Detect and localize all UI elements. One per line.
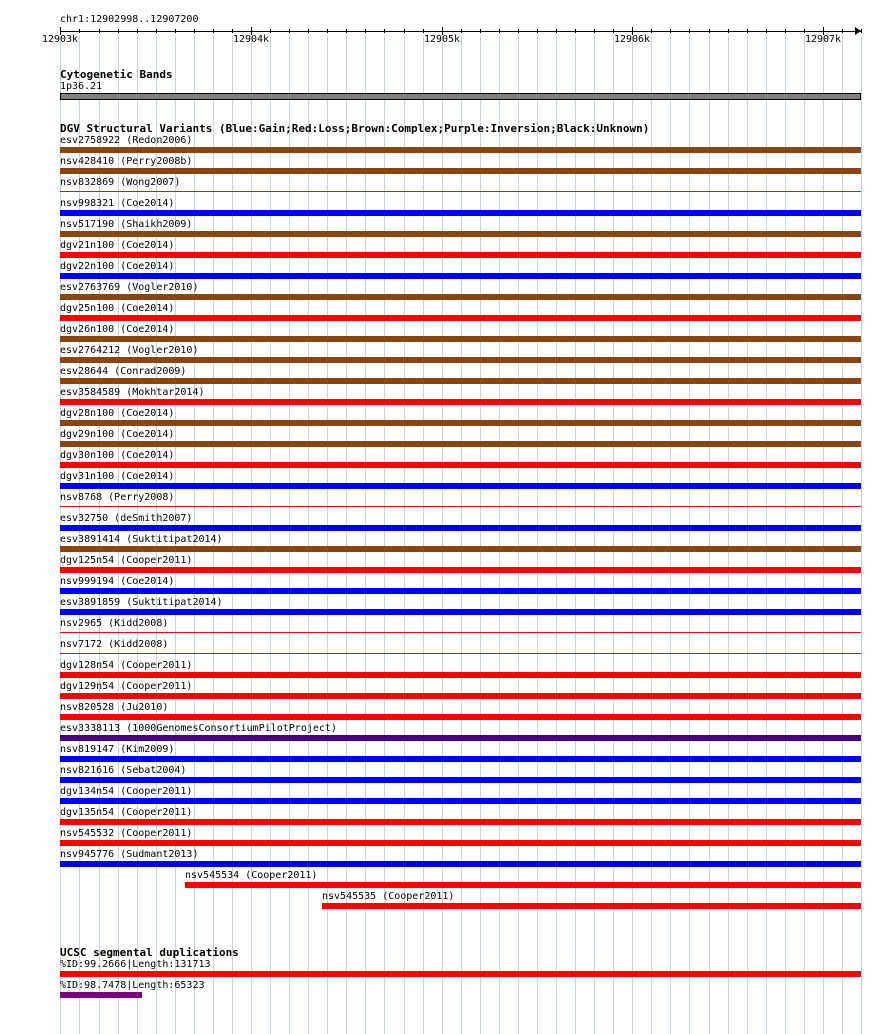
variant-label[interactable]: dgv25n100 (Coe2014) [60, 303, 175, 314]
ruler-minor-tick [137, 29, 138, 33]
ruler-minor-tick [404, 29, 405, 33]
variant-bar-loss[interactable] [60, 672, 861, 678]
variant-label[interactable]: nsv545532 (Cooper2011) [60, 828, 193, 839]
dgv-track-title: DGV Structural Variants (Blue:Gain;Red:Loss;Brown:Complex;Purple:Inversion;Black:Unknown) [60, 122, 650, 135]
variant-label[interactable]: dgv30n100 (Coe2014) [60, 450, 175, 461]
variant-label[interactable]: nsv545534 (Cooper2011) [185, 870, 318, 881]
segdup-bar[interactable] [60, 992, 142, 998]
ruler-minor-tick [384, 29, 385, 33]
variant-label[interactable]: esv32750 (deSmith2007) [60, 513, 193, 524]
ruler-minor-tick [118, 29, 119, 33]
ruler-minor-tick [346, 29, 347, 33]
variant-label[interactable]: nsv945776 (Sudmant2013) [60, 849, 199, 860]
ruler-minor-tick [232, 29, 233, 33]
ruler-minor-tick [499, 29, 500, 33]
variant-bar-complex[interactable] [60, 336, 861, 342]
variant-bar-loss[interactable] [60, 315, 861, 321]
variant-bar-gain[interactable] [60, 210, 861, 216]
ruler-tick-label: 12905k [423, 34, 461, 45]
ruler-minor-tick [537, 29, 538, 33]
variant-bar-gain[interactable] [60, 273, 861, 279]
variant-label[interactable]: nsv999194 (Coe2014) [60, 576, 175, 587]
variant-label[interactable]: esv28644 (Conrad2009) [60, 366, 187, 377]
variant-label[interactable]: nsv821616 (Sebat2004) [60, 765, 187, 776]
variant-bar-loss[interactable] [60, 399, 861, 405]
variant-label[interactable]: nsv820528 (Ju2010) [60, 702, 169, 713]
variant-bar-loss[interactable] [60, 632, 861, 633]
variant-label[interactable]: dgv22n100 (Coe2014) [60, 261, 175, 272]
variant-label[interactable]: nsv2965 (Kidd2008) [60, 618, 169, 629]
variant-bar-loss[interactable] [60, 653, 861, 654]
ruler-minor-tick [79, 29, 80, 33]
ruler-minor-tick [194, 29, 195, 33]
ruler-tick-label: 12907k [804, 34, 842, 45]
ruler-minor-tick [556, 29, 557, 33]
ruler-minor-tick [594, 29, 595, 33]
ruler-minor-tick [804, 29, 805, 33]
ruler-minor-tick [689, 29, 690, 33]
variant-label[interactable]: dgv134n54 (Cooper2011) [60, 786, 193, 797]
variant-bar-loss[interactable] [322, 903, 861, 909]
variant-bar-complex[interactable] [60, 294, 861, 300]
variant-label[interactable]: dgv29n100 (Coe2014) [60, 429, 175, 440]
variant-label[interactable]: dgv31n100 (Coe2014) [60, 471, 175, 482]
variant-label[interactable]: dgv21n100 (Coe2014) [60, 240, 175, 251]
variant-bar-loss[interactable] [60, 693, 861, 699]
variant-label[interactable]: nsv8768 (Perry2008) [60, 492, 175, 503]
variant-bar-complex[interactable] [60, 441, 861, 447]
variant-bar-gain[interactable] [60, 756, 861, 762]
variant-bar-loss[interactable] [60, 567, 861, 573]
segdup-label[interactable]: %ID:98.7478|Length:65323 [60, 980, 205, 991]
variant-bar-loss[interactable] [60, 819, 861, 825]
variant-label[interactable]: dgv28n100 (Coe2014) [60, 408, 175, 419]
variant-bar-complex[interactable] [60, 546, 861, 552]
segdup-label[interactable]: %ID:99.2666|Length:131713 [60, 959, 211, 970]
ruler-minor-tick [842, 29, 843, 33]
segdup-bar[interactable] [60, 971, 861, 977]
variant-label[interactable]: nsv819147 (Kim2009) [60, 744, 175, 755]
variant-bar-loss[interactable] [60, 252, 861, 258]
variant-bar-loss[interactable] [60, 191, 861, 192]
variant-label[interactable]: dgv129n54 (Cooper2011) [60, 681, 193, 692]
variant-label[interactable]: nsv7172 (Kidd2008) [60, 639, 169, 650]
variant-label[interactable]: esv3891859 (Suktitipat2014) [60, 597, 223, 608]
variant-bar-loss[interactable] [185, 882, 861, 888]
variant-label[interactable]: esv2763769 (Vogler2010) [60, 282, 199, 293]
variant-bar-gain[interactable] [60, 483, 861, 489]
variant-label[interactable]: dgv26n100 (Coe2014) [60, 324, 175, 335]
variant-label[interactable]: esv3891414 (Suktitipat2014) [60, 534, 223, 545]
variant-bar-gain[interactable] [60, 588, 861, 594]
cytoband-label: 1p36.21 [60, 81, 103, 92]
variant-label[interactable]: esv3338113 (1000GenomesConsortiumPilotProject) [60, 723, 337, 734]
variant-label[interactable]: esv3584589 (Mokhtar2014) [60, 387, 205, 398]
variant-label[interactable]: nsv998321 (Coe2014) [60, 198, 175, 209]
variant-bar-inversion[interactable] [60, 735, 861, 741]
ruler-minor-tick [728, 29, 729, 33]
ruler-tick-label: 12906k [613, 34, 651, 45]
ruler-minor-tick [670, 29, 671, 33]
ruler-minor-tick [747, 29, 748, 33]
variant-label[interactable]: nsv517190 (Shaikh2009) [60, 219, 193, 230]
ruler-minor-tick [270, 29, 271, 33]
ruler-minor-tick [575, 29, 576, 33]
ruler-minor-tick [365, 29, 366, 33]
ruler-tick-label: 12903k [41, 34, 79, 45]
variant-label[interactable]: dgv125n54 (Cooper2011) [60, 555, 193, 566]
cytoband-bar[interactable] [60, 93, 861, 100]
variant-bar-loss[interactable] [60, 840, 861, 846]
ruler-minor-tick [709, 29, 710, 33]
variant-bar-gain[interactable] [60, 609, 861, 615]
ruler-tick-label: 12904k [232, 34, 270, 45]
variant-bar-gain[interactable] [60, 861, 861, 867]
ruler-minor-tick [289, 29, 290, 33]
ruler-minor-tick [651, 29, 652, 33]
position-label: chr1:12902998..12907200 [60, 14, 199, 25]
variant-bar-complex[interactable] [60, 231, 861, 237]
variant-bar-loss[interactable] [60, 506, 861, 507]
variant-bar-complex[interactable] [60, 420, 861, 426]
cytoband-track-title: Cytogenetic Bands [60, 68, 173, 81]
ruler-minor-tick [613, 29, 614, 33]
variant-label[interactable]: dgv135n54 (Cooper2011) [60, 807, 193, 818]
variant-label[interactable]: nsv428410 (Perry2008b) [60, 156, 193, 167]
variant-bar-loss[interactable] [60, 714, 861, 720]
segdup-track-title: UCSC segmental duplications [60, 946, 239, 959]
ruler-minor-tick [518, 29, 519, 33]
variant-label[interactable]: nsv832869 (Wong2007) [60, 177, 181, 188]
ruler-minor-tick [766, 29, 767, 33]
variant-label[interactable]: esv2758922 (Redon2006) [60, 135, 193, 146]
ruler-minor-tick [785, 29, 786, 33]
variant-label[interactable]: dgv128n54 (Cooper2011) [60, 660, 193, 671]
ruler-minor-tick [327, 29, 328, 33]
variant-label[interactable]: esv2764212 (Vogler2010) [60, 345, 199, 356]
ruler-minor-tick [175, 29, 176, 33]
variant-bar-loss[interactable] [60, 462, 861, 468]
variant-label[interactable]: nsv545535 (Cooper2011) [322, 891, 455, 902]
variant-bar-gain[interactable] [60, 525, 861, 531]
variant-bar-complex[interactable] [60, 378, 861, 384]
ruler-minor-tick [461, 29, 462, 33]
ruler-minor-tick [156, 29, 157, 33]
ruler-minor-tick [423, 29, 424, 33]
ruler-minor-tick [213, 29, 214, 33]
ruler-minor-tick [308, 29, 309, 33]
variant-bar-gain[interactable] [60, 777, 861, 783]
ruler-minor-tick [861, 29, 862, 33]
variant-bar-complex[interactable] [60, 147, 861, 153]
ruler-minor-tick [480, 29, 481, 33]
variant-bar-gain[interactable] [60, 798, 861, 804]
variant-bar-complex[interactable] [60, 168, 861, 174]
variant-bar-complex[interactable] [60, 357, 861, 363]
ruler-minor-tick [99, 29, 100, 33]
